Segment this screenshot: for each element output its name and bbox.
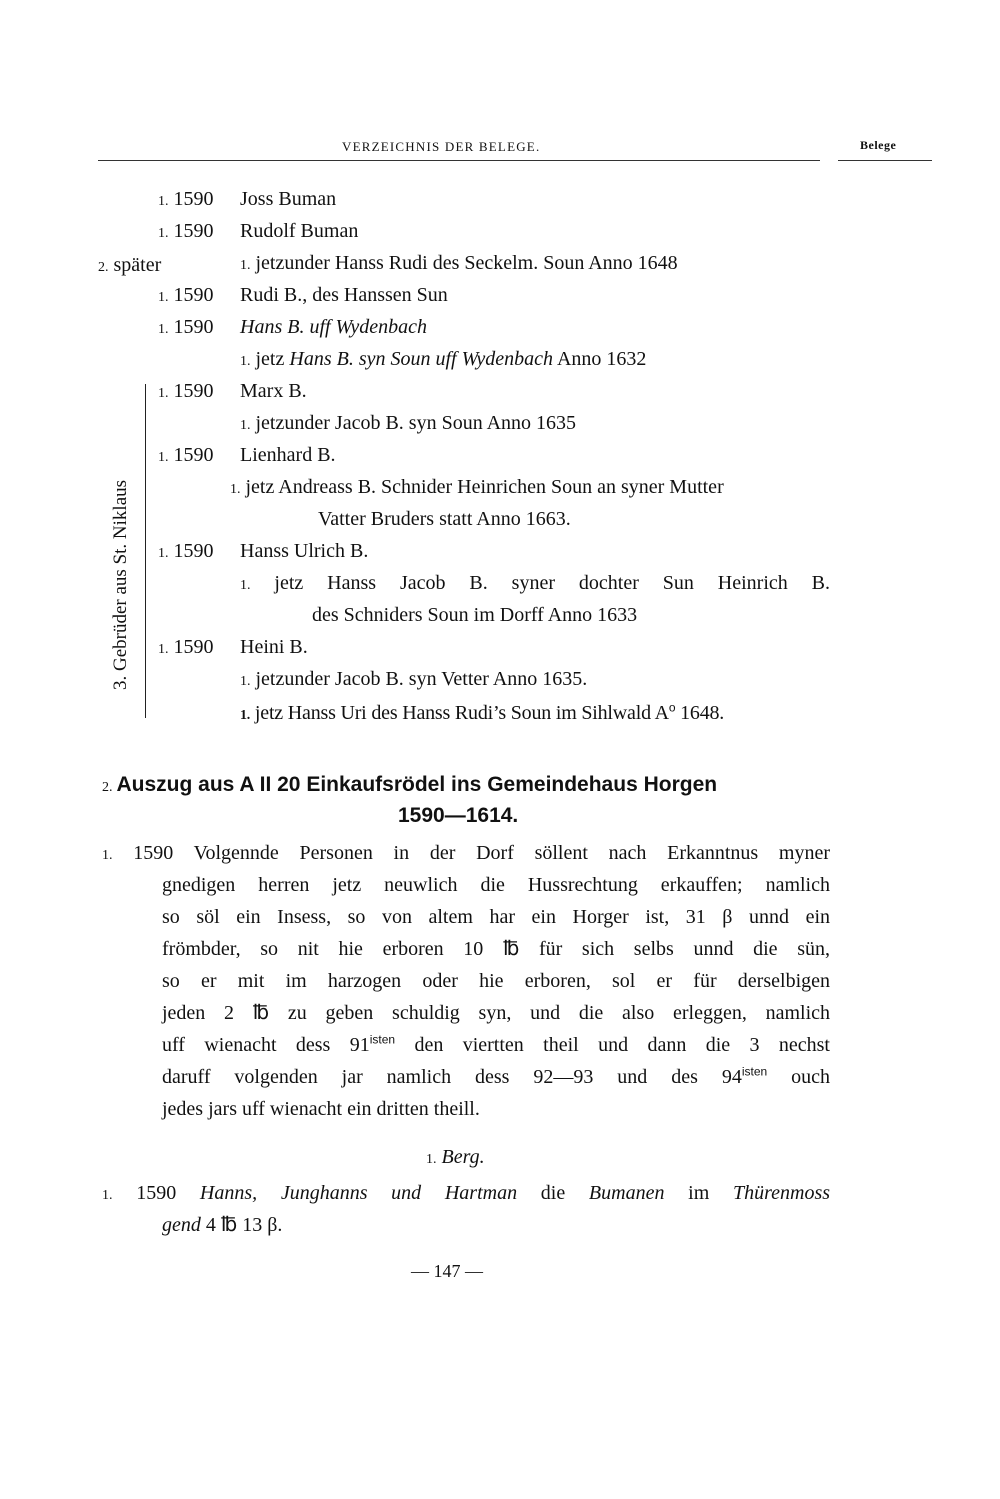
list-item-text-cont: Vatter Bruders statt Anno 1663. <box>318 508 571 530</box>
paragraph-line: frömbder, so nit hie erboren 10 ℔ für sich selbs unnd die sün, <box>162 938 830 960</box>
paragraph-line: uff wienacht dess $91^{isten}$ den viertten theil und dann die 3 nechst <box>162 1032 830 1056</box>
paragraph-line: gnedigen herren jetz neuwlich die Hussrechtung erkauffen; namlich <box>162 874 830 896</box>
list-item-text: 1. jetzunder Jacob B. syn Soun Anno 1635 <box>240 412 577 434</box>
list-item-name: Heini B. <box>240 636 308 658</box>
paragraph-line: daruff volgenden jar namlich dess 92—93 und des $94^{isten}$ ouch <box>162 1064 830 1088</box>
list-item: 1. 1590 <box>158 540 214 562</box>
entry-line: gend 4 ℔ 13 β. <box>162 1214 283 1236</box>
entry-line: 1. 1590 Hanns, Junghanns und Hartman die Bumanen im Thürenmoss <box>102 1182 831 1204</box>
list-item-text: 1. jetz Andreass B. Schnider Heinrichen Soun an syner Mutter <box>230 476 724 498</box>
list-item: 2. später <box>98 254 162 276</box>
list-item-text: 1. jetz Hanss Uri des Hanss Rudi’s Soun im Sihlwald $A^o$ 1648. <box>240 700 725 724</box>
list-item: 1. 1590 <box>158 444 214 466</box>
paragraph-line: jedes jars uff wienacht ein dritten theill. <box>162 1098 480 1120</box>
list-item-name: Rudolf Buman <box>240 220 359 242</box>
list-item-name: Hanss Ulrich B. <box>240 540 369 562</box>
list-item-name: Joss Buman <box>240 188 337 210</box>
section-heading-years: 1590—1614. <box>398 804 519 827</box>
list-item-name: Marx B. <box>240 380 307 402</box>
header-rule <box>98 160 820 161</box>
list-item-text: 1. jetzunder Jacob B. syn Vetter Anno 1635. <box>240 668 588 690</box>
section-heading: 2. Auszug aus A II 20 Einkaufsrödel ins Gemeindehaus Horgen <box>102 773 718 796</box>
paragraph-line: so söl ein Insess, so von altem har ein Horger ist, 31 β unnd ein <box>162 906 830 928</box>
list-item: 1. 1590 <box>158 284 214 306</box>
running-title: VERZEICHNIS DER BELEGE. <box>342 139 541 154</box>
brace-label: 3. Gebrüder aus St. Niklaus <box>110 479 131 690</box>
list-item: 1. 1590 <box>158 636 214 658</box>
sub-heading: 1. Berg. <box>426 1146 485 1168</box>
list-item-text: 1. jetzunder Hanss Rudi des Seckelm. Soun Anno 1648 <box>240 252 678 274</box>
list-item: 1. 1590 <box>158 316 214 338</box>
list-item-name: Hans B. uff Wydenbach <box>240 316 428 338</box>
paragraph-line: jeden 2 ℔ zu geben schuldig syn, und die also erleggen, namlich <box>162 1002 830 1024</box>
header-rule-right <box>838 160 932 161</box>
list-item: 1. 1590 <box>158 188 214 210</box>
paragraph-line: so er mit im harzogen oder hie erboren, sol er für derselbigen <box>162 970 830 992</box>
section-label: Belege <box>860 138 897 152</box>
list-item-text: 1. jetz Hans B. syn Soun uff Wydenbach Anno 1632 <box>240 348 647 370</box>
page-number: — 147 — <box>411 1261 483 1281</box>
brace-bracket <box>145 384 146 718</box>
list-item-text-cont: des Schniders Soun im Dorff Anno 1633 <box>312 604 638 626</box>
paragraph-line: 1. 1590 Volgennde Personen in der Dorf söllent nach Erkanntnus myner <box>102 842 831 864</box>
list-item-name: Lienhard B. <box>240 444 336 466</box>
list-item-text: 1. jetz Hanss Jacob B. syner dochter Sun Heinrich B. <box>240 572 830 594</box>
list-item-name: Rudi B., des Hanssen Sun <box>240 284 448 306</box>
list-item: 1. 1590 <box>158 380 214 402</box>
list-item: 1. 1590 <box>158 220 214 242</box>
